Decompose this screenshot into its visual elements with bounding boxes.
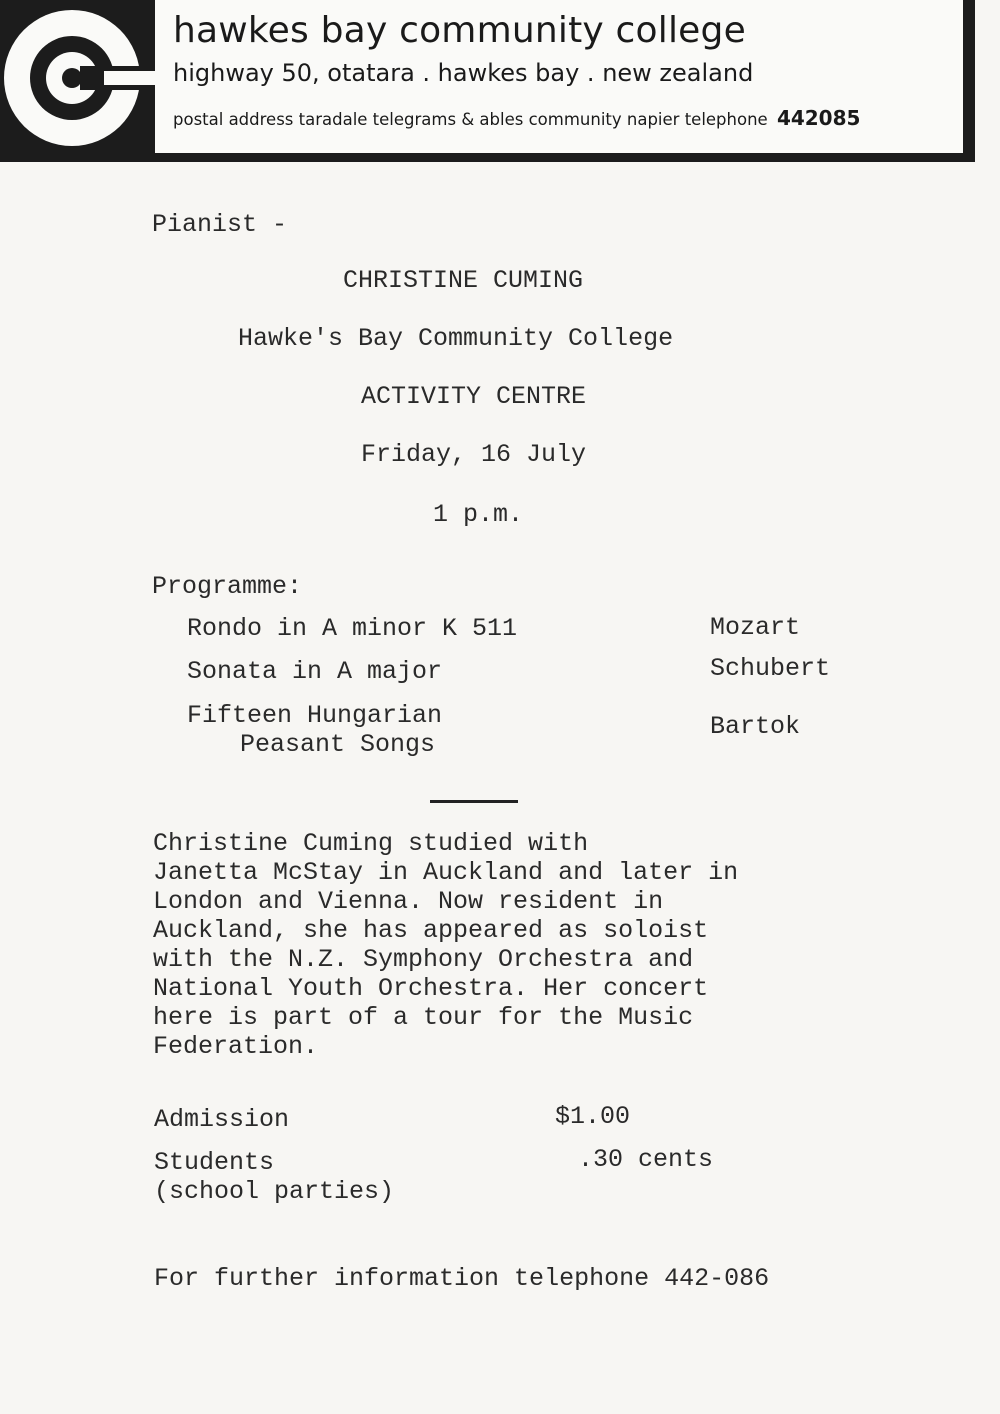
programme-work: Fifteen Hungarian — [187, 701, 443, 730]
bio-line: Federation. — [153, 1032, 319, 1061]
bio-line: National Youth Orchestra. Her concert — [153, 974, 709, 1003]
bio-line: Christine Cuming studied with — [153, 829, 589, 858]
programme-work: Sonata in A major — [187, 657, 443, 686]
programme-title: Programme: — [152, 572, 303, 601]
college-name: hawkes bay community college — [173, 10, 746, 51]
programme-composer: Bartok — [710, 712, 801, 741]
divider-rule — [430, 800, 518, 803]
further-information: For further information telephone 442-086 — [154, 1264, 770, 1293]
bio-line: Auckland, she has appeared as soloist — [153, 916, 709, 945]
programme-work-continued: Peasant Songs — [240, 730, 436, 759]
concert-date: Friday, 16 July — [361, 440, 587, 469]
postal-address: postal address taradale telegrams & ables community napier telephone — [173, 110, 768, 129]
bio-line: London and Vienna. Now resident in — [153, 887, 664, 916]
students-label: Students — [154, 1148, 275, 1177]
postal-line — [173, 106, 860, 130]
students-price: .30 cents — [578, 1145, 714, 1174]
letterhead-banner — [0, 0, 975, 162]
programme-composer: Mozart — [710, 613, 801, 642]
venue-name: ACTIVITY CENTRE — [361, 382, 587, 411]
students-note: (school parties) — [154, 1177, 395, 1206]
bio-line: with the N.Z. Symphony Orchestra and — [153, 945, 694, 974]
college-telephone: 442085 — [776, 106, 861, 130]
bio-line: here is part of a tour for the Music — [153, 1003, 694, 1032]
programme-composer: Schubert — [710, 654, 831, 683]
admission-label: Admission — [154, 1105, 290, 1134]
role-label: Pianist - — [152, 210, 288, 239]
bio-line: Janetta McStay in Auckland and later in — [153, 858, 739, 887]
programme-work: Rondo in A minor K 511 — [187, 614, 518, 643]
letterhead-text-box — [155, 0, 963, 153]
college-logo-icon — [0, 0, 155, 155]
college-address: highway 50, otatara . hawkes bay . new zealand — [173, 59, 754, 87]
admission-price: $1.00 — [555, 1102, 631, 1131]
concert-time: 1 p.m. — [433, 500, 524, 529]
institution-name: Hawke's Bay Community College — [238, 324, 674, 353]
performer-name: CHRISTINE CUMING — [343, 266, 584, 295]
